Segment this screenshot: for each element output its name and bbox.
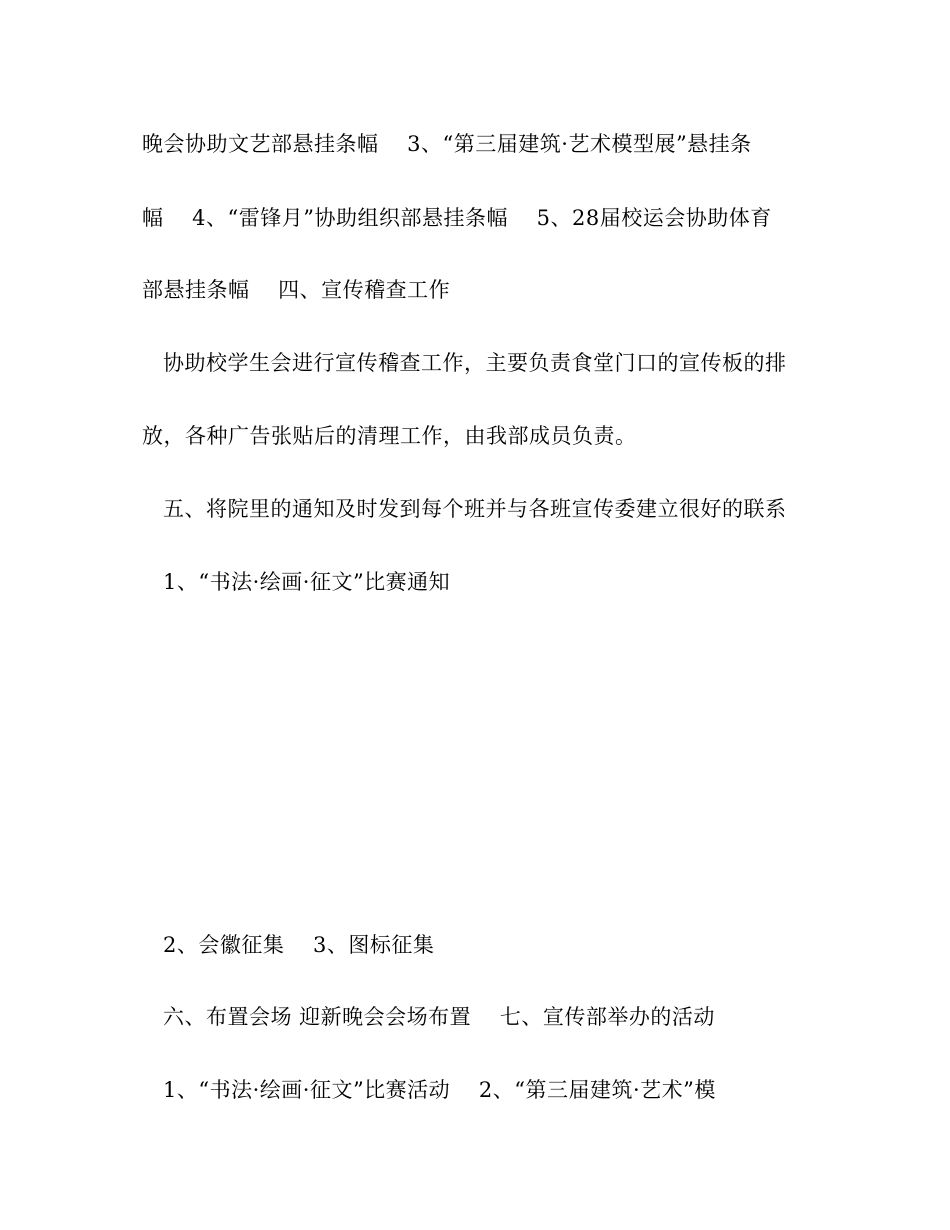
section-heading: 六、布置会场 迎新晚会会场布置 七、宣传部举办的活动 <box>163 1005 715 1029</box>
paragraph-line: 晚会协助文艺部悬挂条幅 3、“第三届建筑·艺术模型展”悬挂条 <box>142 132 752 156</box>
paragraph-line: 协助校学生会进行宣传稽查工作，主要负责食堂门口的宣传板的排 <box>163 351 787 375</box>
list-item: 1、“书法·绘画·征文”比赛活动 2、“第三届建筑·艺术”模 <box>163 1078 716 1102</box>
paragraph-line: 部悬挂条幅 四、宣传稽查工作 <box>142 278 451 302</box>
section-heading: 五、将院里的通知及时发到每个班并与各班宣传委建立很好的联系 <box>163 497 787 521</box>
list-item: 1、“书法·绘画·征文”比赛通知 <box>163 570 451 594</box>
paragraph-line: 幅 4、“雷锋月”协助组织部悬挂条幅 5、28届校运会协助体育 <box>142 206 772 230</box>
list-item: 2、会徽征集 3、图标征集 <box>163 933 435 957</box>
paragraph-line: 放，各种广告张贴后的清理工作，由我部成员负责。 <box>142 424 637 448</box>
